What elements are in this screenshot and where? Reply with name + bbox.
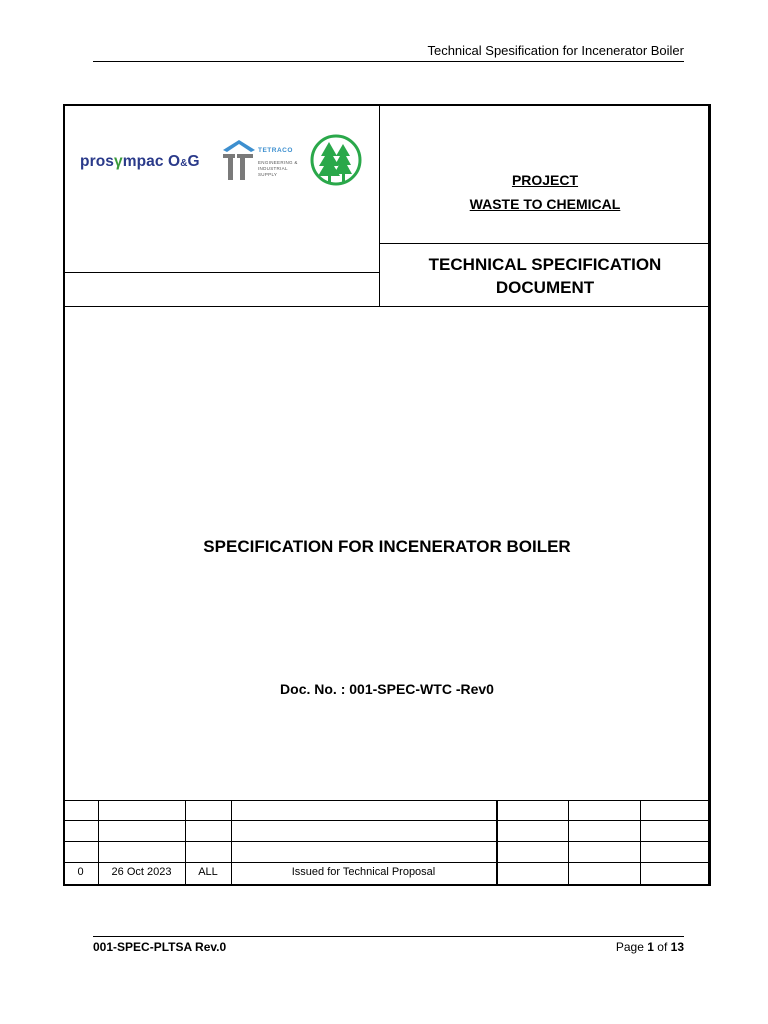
rev-table-row-line	[65, 862, 710, 863]
header-title: Technical Spesification for Incenerator Boiler	[427, 43, 684, 58]
rev-table-row-line	[65, 841, 710, 842]
rev-pages: ALL	[198, 866, 218, 878]
cover-frame	[63, 104, 711, 886]
rev-description: Issued for Technical Proposal	[291, 866, 436, 878]
project-name: WASTE TO CHEMICAL	[469, 196, 621, 212]
title-block-bottom	[65, 306, 710, 307]
document-type: TECHNICAL SPECIFICATION DOCUMENT	[428, 255, 662, 297]
tetraco-name: TETRACO	[258, 147, 293, 154]
tetraco-logo-icon	[221, 138, 257, 182]
rev-number: 0	[77, 866, 84, 878]
rev-col-line	[568, 800, 569, 886]
footer-doc-ref: 001-SPEC-PLTSA Rev.0	[93, 940, 227, 954]
rev-col-line	[496, 800, 498, 886]
header-divider	[93, 61, 684, 62]
tetraco-tagline: ENGINEERING & INDUSTRIAL SUPPLY	[258, 160, 298, 177]
prosympac-logo: prosγmpac O&G	[80, 153, 200, 170]
rev-table-top	[65, 800, 710, 801]
rev-table-row-line	[65, 820, 710, 821]
rev-col-line	[640, 800, 641, 886]
document-number: Doc. No. : 001-SPEC-WTC -Rev0	[280, 681, 494, 697]
footer-divider	[93, 936, 684, 937]
tree-logo-icon	[309, 134, 363, 186]
page-indicator: Page 1 of 13	[615, 940, 684, 954]
project-cell-divider	[379, 243, 710, 244]
rev-date: 26 Oct 2023	[111, 866, 172, 878]
logo-cell-divider	[65, 272, 379, 273]
specification-title: SPECIFICATION FOR INCENERATOR BOILER	[203, 537, 571, 556]
project-label: PROJECT	[511, 172, 579, 188]
